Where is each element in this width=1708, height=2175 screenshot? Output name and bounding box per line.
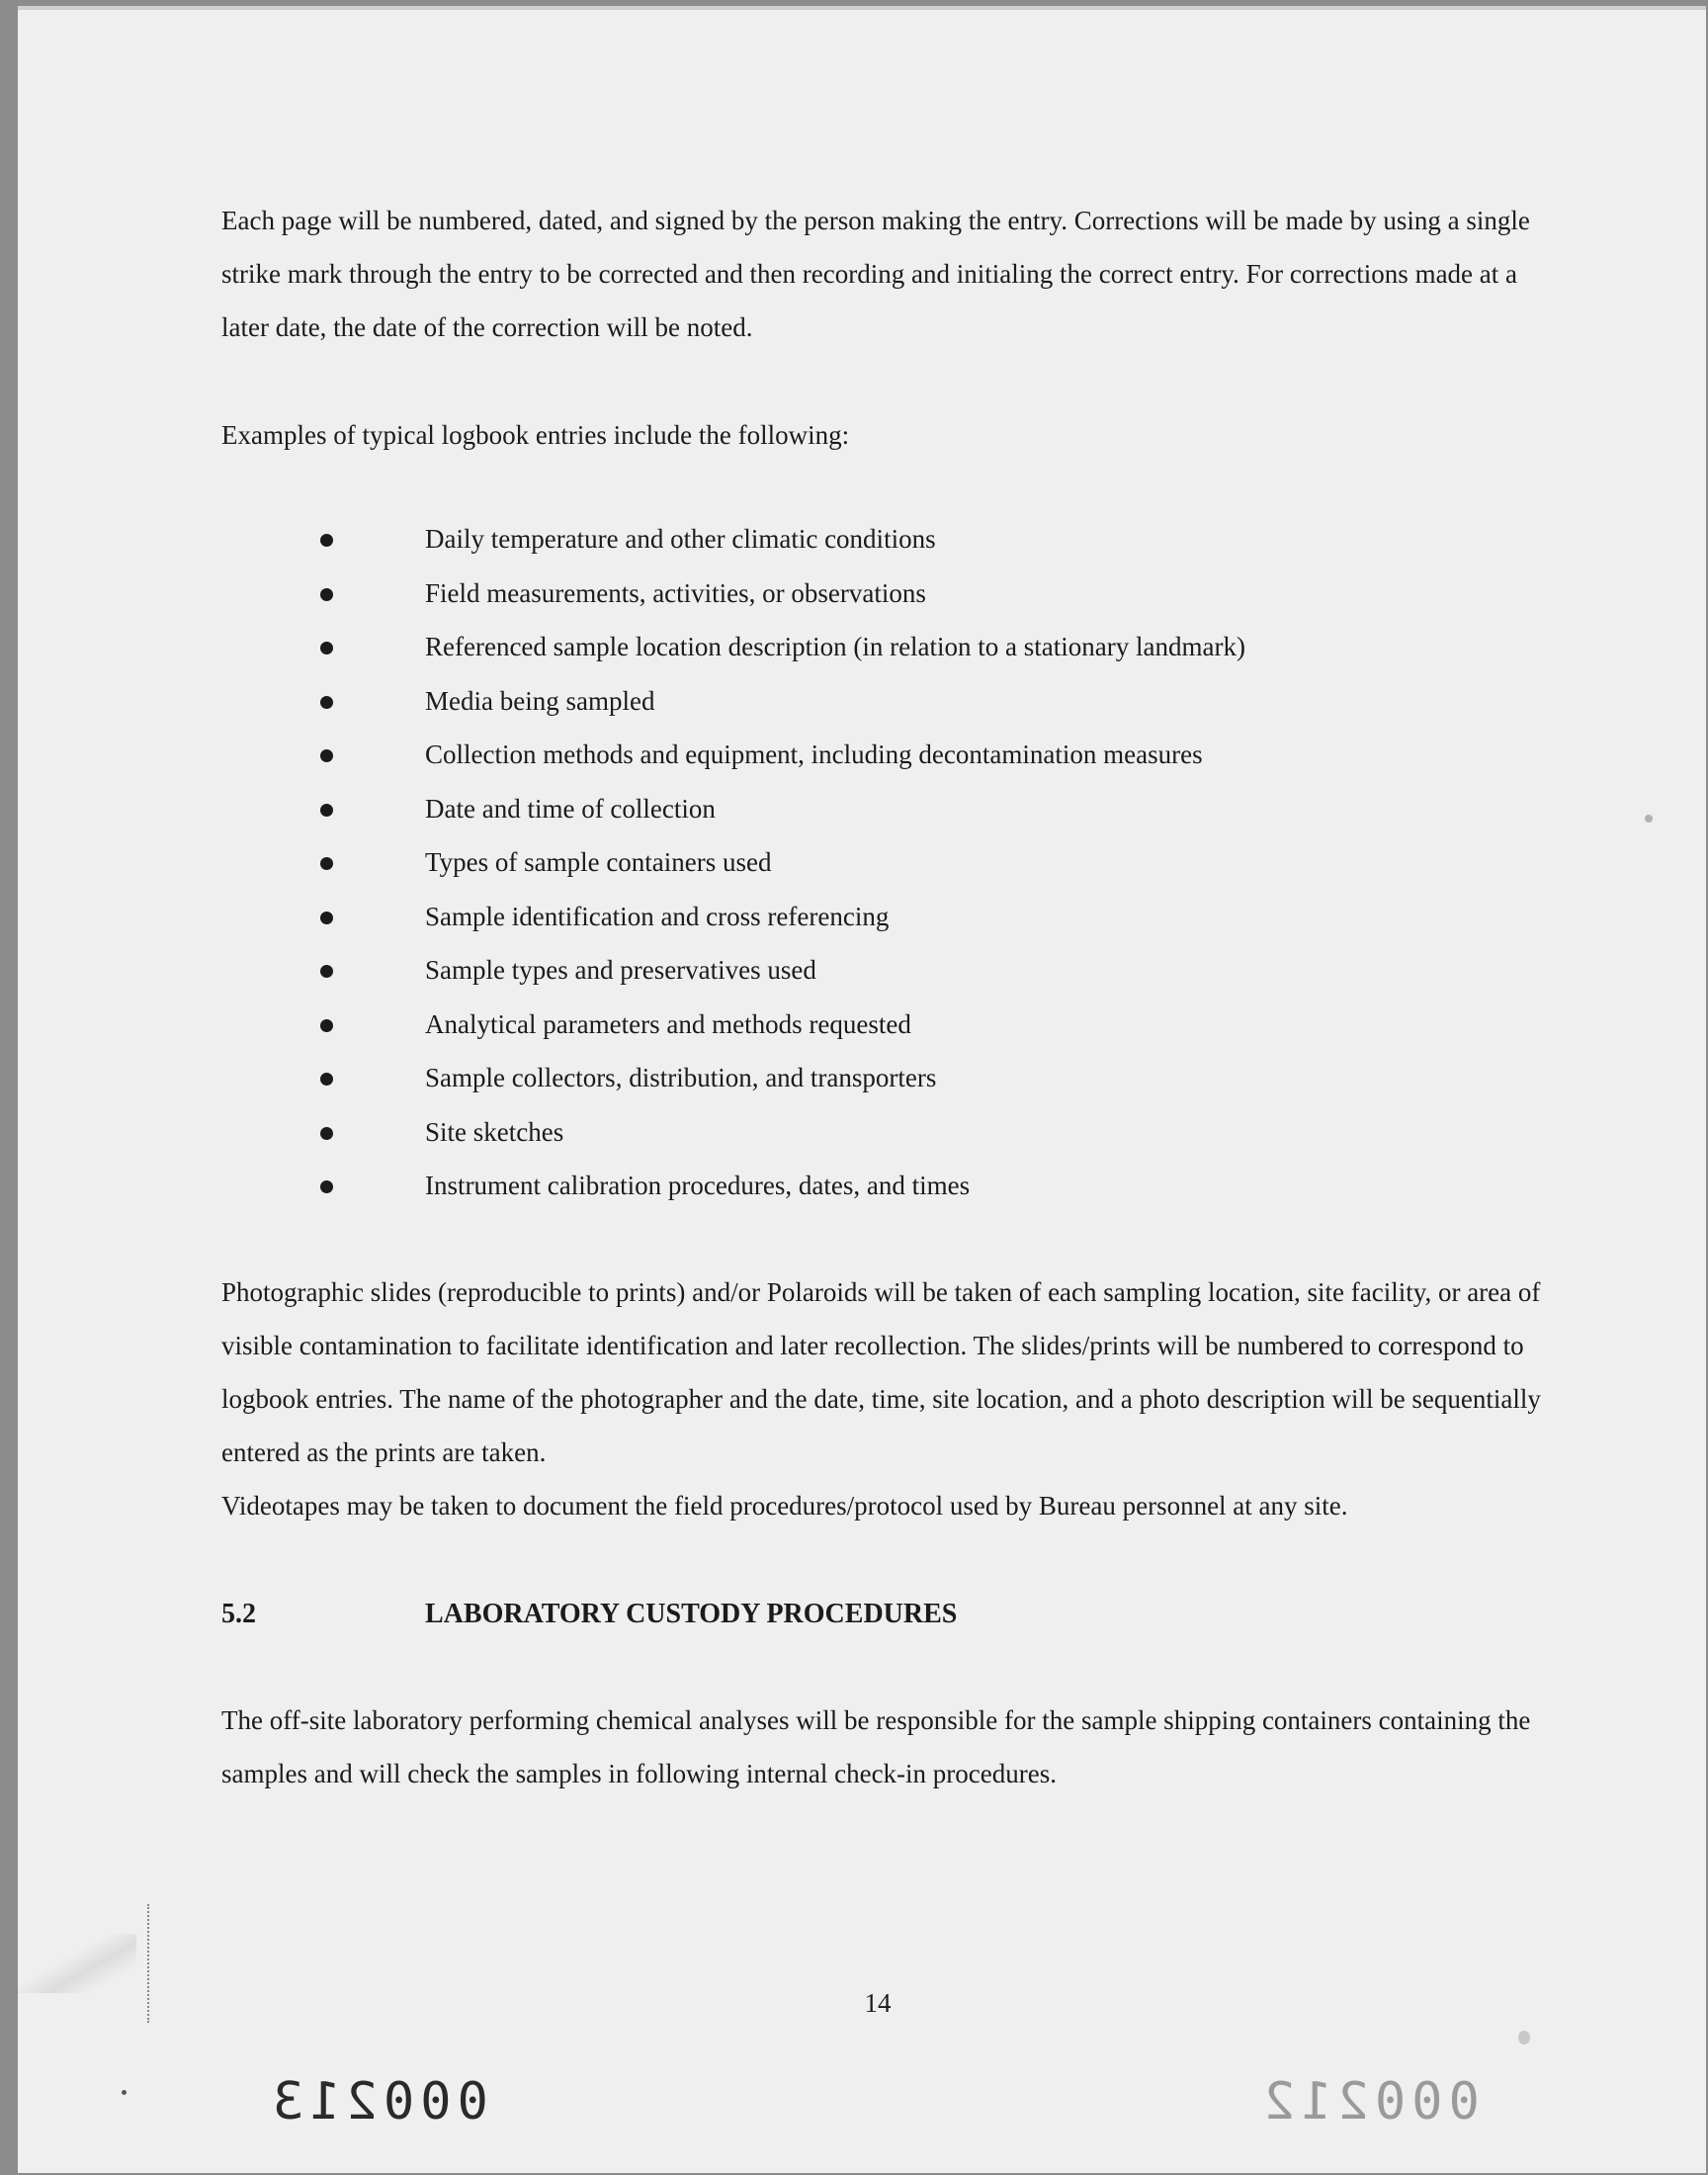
list-item	[18, 1051, 1706, 1105]
list-item	[18, 835, 1706, 890]
list-item-text: Collection methods and equipment, including decontamination measures	[425, 740, 1203, 769]
section-number: 5.2	[221, 1599, 256, 1629]
section-title: LABORATORY CUSTODY PROCEDURES	[425, 1599, 958, 1629]
list-item	[18, 1105, 1706, 1160]
bates-stamp-right: 000212	[1258, 2072, 1480, 2132]
bullet-icon	[320, 965, 333, 978]
list-item-text: Sample types and preservatives used	[425, 955, 816, 985]
bullet-icon	[320, 1019, 333, 1032]
list-item-text: Daily temperature and other climatic conditions	[425, 524, 936, 554]
page-number: 14	[864, 1988, 892, 2018]
bullet-icon	[320, 1073, 333, 1086]
list-item-text: Date and time of collection	[425, 793, 716, 824]
bullet-icon	[320, 749, 333, 762]
list-item-text: Sample collectors, distribution, and transporters	[425, 1063, 937, 1092]
list-item	[18, 890, 1706, 944]
paragraph-examples-intro: Examples of typical logbook entries include the following:	[221, 420, 850, 450]
document-page	[18, 6, 1706, 2173]
margin-mark	[147, 1904, 151, 2023]
list-item-text: Referenced sample location description (in relation to a stationary landmark)	[425, 632, 1245, 661]
list-item	[18, 728, 1706, 782]
bullet-icon	[320, 588, 333, 601]
list-item	[18, 782, 1706, 836]
logbook-entries-list	[18, 512, 1706, 1213]
page-shadow	[18, 1934, 136, 1993]
scan-speck	[1518, 2031, 1530, 2044]
bates-stamp-left: 000213	[267, 2072, 488, 2132]
list-item-text: Types of sample containers used	[425, 847, 772, 877]
list-item	[18, 620, 1706, 674]
scan-speck	[122, 2090, 127, 2095]
paragraph-videotapes: Videotapes may be taken to document the field procedures/protocol used by Bureau personnel at any site.	[221, 1491, 1348, 1521]
list-item-text: Analytical parameters and methods requested	[425, 1008, 911, 1039]
bullet-icon	[320, 1180, 333, 1193]
list-item-text: Media being sampled	[425, 685, 655, 716]
bullet-icon	[320, 642, 333, 654]
bullet-icon	[320, 696, 333, 709]
bullet-icon	[320, 534, 333, 547]
scan-speck	[1645, 815, 1653, 823]
bleed-through-text	[403, 123, 1589, 160]
list-item-text: Field measurements, activities, or observations	[425, 577, 926, 608]
list-item	[18, 943, 1706, 998]
bullet-icon	[320, 912, 333, 924]
list-item	[18, 998, 1706, 1052]
list-item	[18, 674, 1706, 729]
list-item-text: Instrument calibration procedures, dates, and times	[425, 1171, 971, 1200]
bullet-icon	[320, 804, 333, 817]
bullet-icon	[320, 857, 333, 870]
bullet-icon	[320, 1127, 333, 1140]
list-item	[18, 512, 1706, 566]
paragraph-photographic-slides: Photographic slides (reproducible to prints) and/or Polaroids will be taken of each sampling location, site facility, or area of visible contamination to facilitate identification and later recollection. The slides/prints will be numbered to correspond to logbook entries. The name of the photographer and the date, time, site location, and a photo description will be sequentially entered as the prints are taken.	[221, 1277, 1541, 1467]
list-item-text: Sample identification and cross referencing	[425, 901, 890, 931]
paragraph-corrections: Each page will be numbered, dated, and signed by the person making the entry. Corrections will be made by using a single strike mark through the entry to be corrected and then recording and initialing the correct entry. For corrections made at a later date, the date of the correction will be noted.	[221, 206, 1530, 342]
list-item-text: Site sketches	[425, 1116, 564, 1147]
paragraph-laboratory-custody: The off-site laboratory performing chemical analyses will be responsible for the sample shipping containers containing the samples and will check the samples in following internal check-in procedures.	[221, 1705, 1531, 1788]
list-item	[18, 1159, 1706, 1213]
list-item	[18, 566, 1706, 621]
